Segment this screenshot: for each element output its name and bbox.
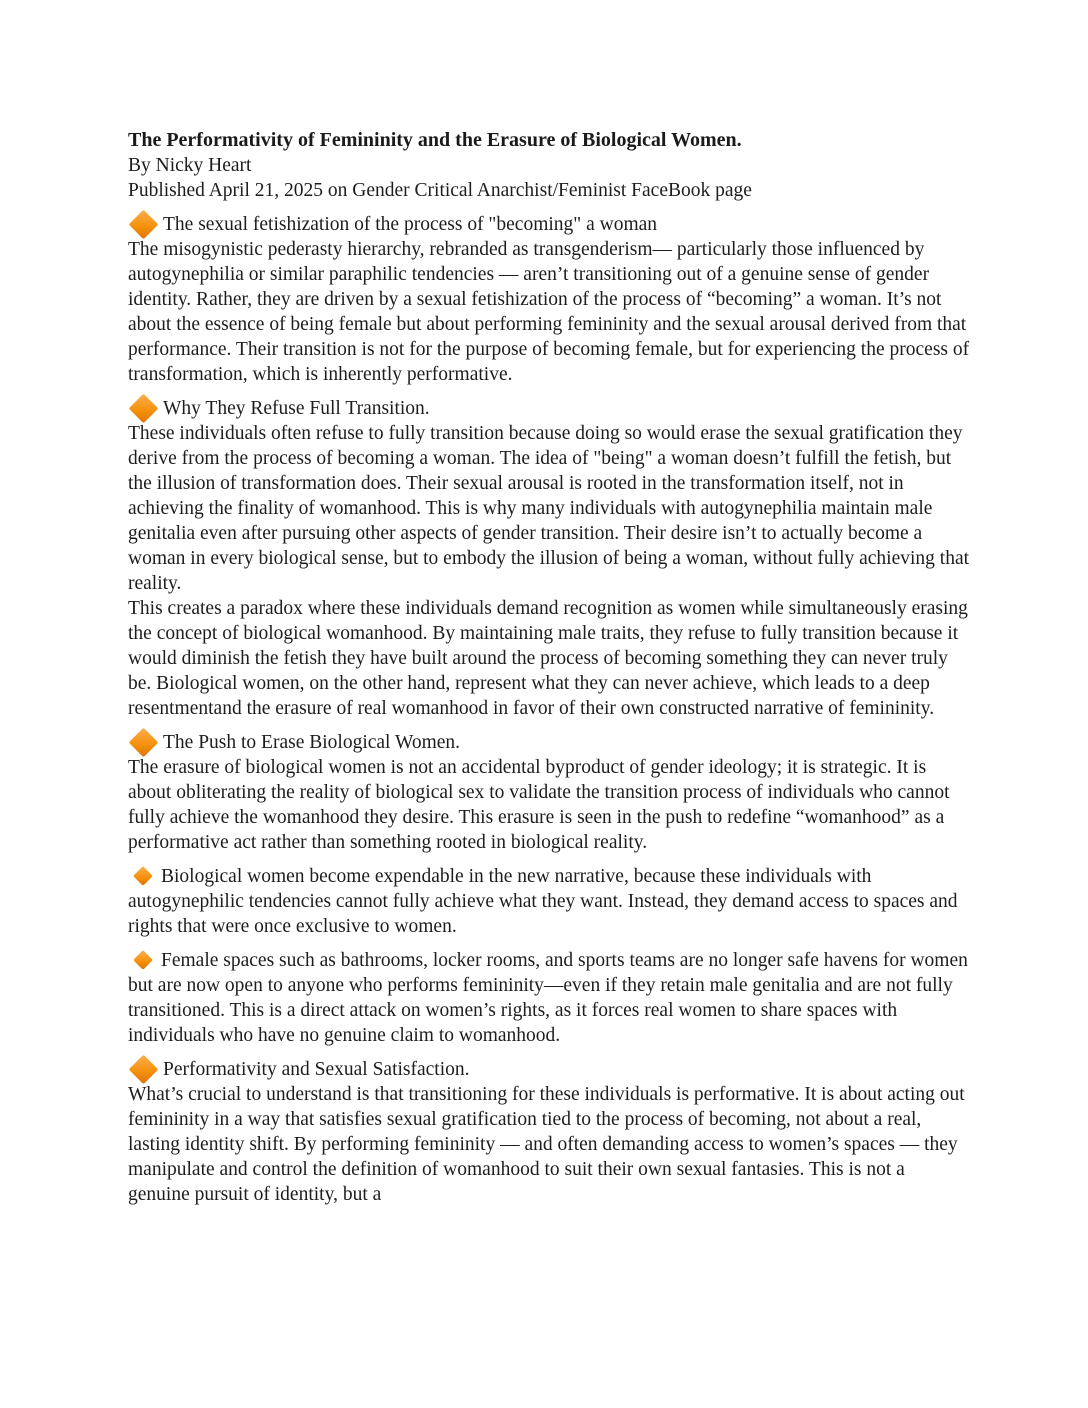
section-heading-line — [128, 212, 970, 237]
section-heading-line — [128, 1057, 970, 1082]
document-section — [128, 730, 970, 855]
large-orange-diamond-icon — [129, 728, 159, 758]
section-heading-line — [128, 396, 970, 421]
paragraph: This creates a paradox where these individuals demand recognition as women while simultaneously erasing the concept of biological womanhood. By maintaining male traits, they refuse to fully transition because it would diminish the fetish they have built around the process of becoming something they can never truly be. Biological women, on the other hand, represent what they can never achieve, which leads to a deep resentmentand the erasure of real womanhood in favor of their own constructed narrative of femininity. — [128, 598, 968, 719]
large-orange-diamond-icon — [129, 1055, 159, 1085]
bullet-section — [128, 864, 970, 939]
paragraph: What’s crucial to understand is that transitioning for these individuals is performative. It is about acting out femininity in a way that satisfies sexual gratification tied to the process of becoming, not about a real, lasting identity shift. By performing femininity — and often demanding access to women’s spaces — they manipulate and control the definition of womanhood to suit their own sexual fantasies. This is not a genuine pursuit of identity, but a — [128, 1084, 965, 1205]
bullet-paragraph — [128, 864, 970, 939]
bullet-text: Female spaces such as bathrooms, locker rooms, and sports teams are no longer safe havens for women but are now open to anyone who performs femininity—even if they retain male genitalia and are not fully transitioned. This is a direct attack on women’s rights, as it forces real women to share spaces with individuals who have no genuine claim to womanhood. — [128, 950, 968, 1046]
byline: By Nicky Heart — [128, 155, 252, 176]
paragraph: These individuals often refuse to fully transition because doing so would erase the sexual gratification they derive from the process of becoming a woman. The idea of "being" a woman doesn’t fulfill the fetish, but the illusion of transformation does. Their sexual arousal is rooted in the transformation itself, not in achieving the finality of womanhood. This is why many individuals with autogynephilia maintain male genitalia even after pursuing other aspects of gender transition. Their desire isn’t to actually become a woman in every biological sense, but to embody the illusion of being a woman, without fully achieving that reality. — [128, 423, 970, 594]
small-orange-diamond-icon — [133, 866, 153, 886]
paragraph: The misogynistic pederasty hierarchy, rebranded as transgenderism— particularly those influenced by autogynephilia or similar paraphilic tendencies — aren’t transitioning out of a genuine sense of gender identity. Rather, they are driven by a sexual fetishization of the process of “becoming” a woman. It’s not about the essence of being female but about performing femininity and the sexual arousal derived from that performance. Their transition is not for the purpose of becoming female, but for experiencing the process of transformation, which is inherently performative. — [128, 239, 970, 385]
section-heading: The Push to Erase Biological Women. — [163, 732, 461, 753]
section-heading: Performativity and Sexual Satisfaction. — [163, 1059, 470, 1080]
large-orange-diamond-icon — [129, 394, 159, 424]
section-heading: Why They Refuse Full Transition. — [163, 398, 430, 419]
bullet-text: Biological women become expendable in the new narrative, because these individuals with autogynephilic tendencies cannot fully achieve what they want. Instead, they demand access to spaces and rights that were once exclusive to women. — [128, 866, 958, 937]
section-heading: The sexual fetishization of the process of "becoming" a woman — [163, 214, 658, 235]
document-section — [128, 212, 970, 387]
large-orange-diamond-icon — [129, 210, 159, 240]
small-orange-diamond-icon — [133, 950, 153, 970]
bullet-paragraph — [128, 948, 970, 1048]
page-title: The Performativity of Femininity and the Erasure of Biological Women. — [128, 129, 742, 151]
section-heading-line — [128, 730, 970, 755]
bullet-section — [128, 948, 970, 1048]
document-section — [128, 396, 970, 721]
published-line: Published April 21, 2025 on Gender Critical Anarchist/Feminist FaceBook page — [128, 180, 752, 201]
document-section — [128, 1057, 970, 1207]
paragraph: The erasure of biological women is not an accidental byproduct of gender ideology; it is strategic. It is about obliterating the reality of biological sex to validate the transition process of individuals who cannot fully achieve the womanhood they desire. This erasure is seen in the push to redefine “womanhood” as a performative act rather than something rooted in biological reality. — [128, 757, 950, 853]
